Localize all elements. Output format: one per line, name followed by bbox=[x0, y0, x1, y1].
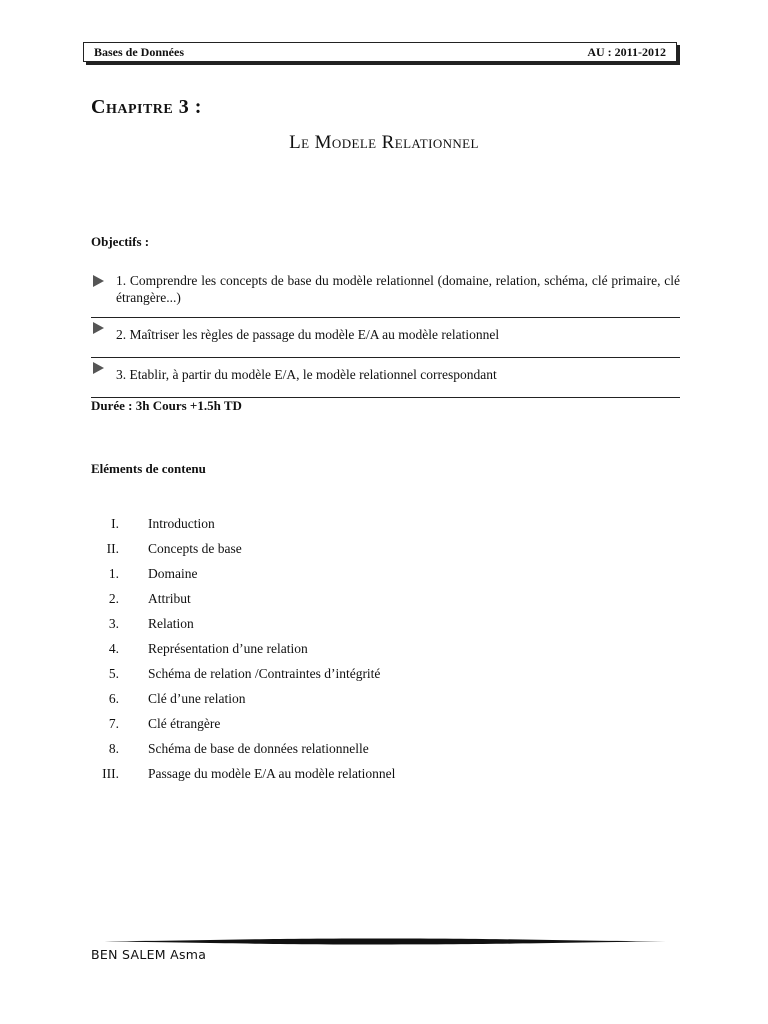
item-number: 8. bbox=[108, 741, 119, 756]
item-number: 6. bbox=[108, 691, 119, 706]
objective-text: 3. Etablir, à partir du modèle E/A, le modèle relationnel correspondant bbox=[116, 367, 497, 382]
item-text: Attribut bbox=[148, 591, 191, 606]
item-text: Relation bbox=[148, 616, 194, 631]
item-number: II. bbox=[106, 541, 119, 556]
objective-text: 1. Comprendre les concepts de base du modèle relationnel (domaine, relation, schéma, clé primaire, clé étrangère...) bbox=[116, 273, 680, 305]
course-name: Bases de Données bbox=[94, 44, 185, 59]
chapter-title: Le Modele Relationnel bbox=[289, 132, 479, 153]
triangle-bullet-icon bbox=[93, 275, 104, 287]
objective-item bbox=[91, 266, 680, 318]
item-text: Clé étrangère bbox=[148, 716, 221, 731]
objectives-heading: Objectifs : bbox=[91, 234, 150, 249]
footer-divider bbox=[96, 938, 666, 945]
item-number: 2. bbox=[108, 591, 119, 606]
academic-year: AU : 2011-2012 bbox=[587, 44, 666, 59]
objective-item bbox=[91, 358, 680, 398]
triangle-bullet-icon bbox=[93, 362, 104, 374]
item-text: Introduction bbox=[148, 516, 215, 531]
item-text: Clé d’une relation bbox=[148, 691, 246, 706]
item-number: 7. bbox=[108, 716, 119, 731]
item-text: Représentation d’une relation bbox=[148, 641, 308, 656]
item-text: Schéma de base de données relationnelle bbox=[148, 741, 369, 756]
item-number: 3. bbox=[108, 616, 119, 631]
item-number: 5. bbox=[108, 666, 119, 681]
contents-heading: Eléments de contenu bbox=[91, 461, 206, 476]
chapter-label: Chapitre 3 : bbox=[91, 96, 202, 118]
duration: Durée : 3h Cours +1.5h TD bbox=[91, 398, 242, 413]
item-number: I. bbox=[111, 516, 119, 531]
item-number: 4. bbox=[108, 641, 119, 656]
item-text: Domaine bbox=[148, 566, 198, 581]
objective-item bbox=[91, 318, 680, 358]
item-text: Schéma de relation /Contraintes d’intégrité bbox=[148, 666, 381, 681]
triangle-bullet-icon bbox=[93, 322, 104, 334]
item-number: 1. bbox=[108, 566, 119, 581]
item-text: Passage du modèle E/A au modèle relationnel bbox=[148, 766, 396, 781]
objective-text: 2. Maîtriser les règles de passage du modèle E/A au modèle relationnel bbox=[116, 327, 500, 342]
author-name: BEN SALEM Asma bbox=[91, 947, 207, 962]
page-header bbox=[83, 42, 677, 62]
item-text: Concepts de base bbox=[148, 541, 242, 556]
item-number: III. bbox=[102, 766, 119, 781]
objectives-list bbox=[91, 266, 680, 398]
